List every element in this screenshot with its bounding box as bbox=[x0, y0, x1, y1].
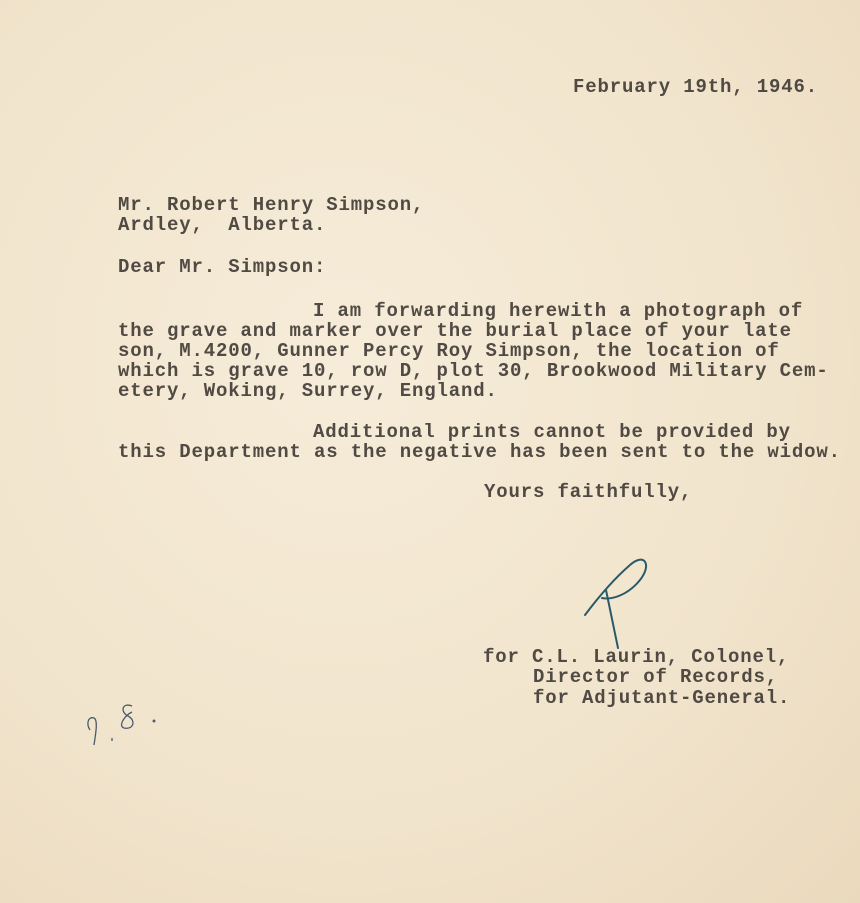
salutation: Dear Mr. Simpson: bbox=[118, 256, 327, 278]
letter-date: February 19th, 1946. bbox=[573, 76, 819, 98]
paragraph-line: Additional prints cannot be provided by bbox=[313, 421, 791, 443]
recipient-address: Ardley, Alberta. bbox=[118, 214, 327, 236]
signature-line-name: for C.L. Laurin, Colonel, bbox=[483, 646, 790, 668]
signature-line-office: for Adjutant-General. bbox=[533, 687, 791, 709]
paragraph-line: which is grave 10, row D, plot 30, Brookwood Military Cem- bbox=[118, 360, 829, 382]
signature-initial bbox=[585, 560, 646, 648]
paragraph-line: the grave and marker over the burial place of your late bbox=[118, 320, 792, 342]
signature-line-title: Director of Records, bbox=[533, 666, 779, 688]
recipient-name: Mr. Robert Henry Simpson, bbox=[118, 194, 425, 216]
paragraph-line: this Department as the negative has been sent to the widow. bbox=[118, 441, 841, 463]
handwritten-note bbox=[88, 705, 155, 745]
paragraph-line: son, M.4200, Gunner Percy Roy Simpson, the location of bbox=[118, 340, 780, 362]
closing: Yours faithfully, bbox=[484, 481, 693, 503]
paragraph-line: I am forwarding herewith a photograph of bbox=[313, 300, 804, 322]
paragraph-line: etery, Woking, Surrey, England. bbox=[118, 380, 498, 402]
